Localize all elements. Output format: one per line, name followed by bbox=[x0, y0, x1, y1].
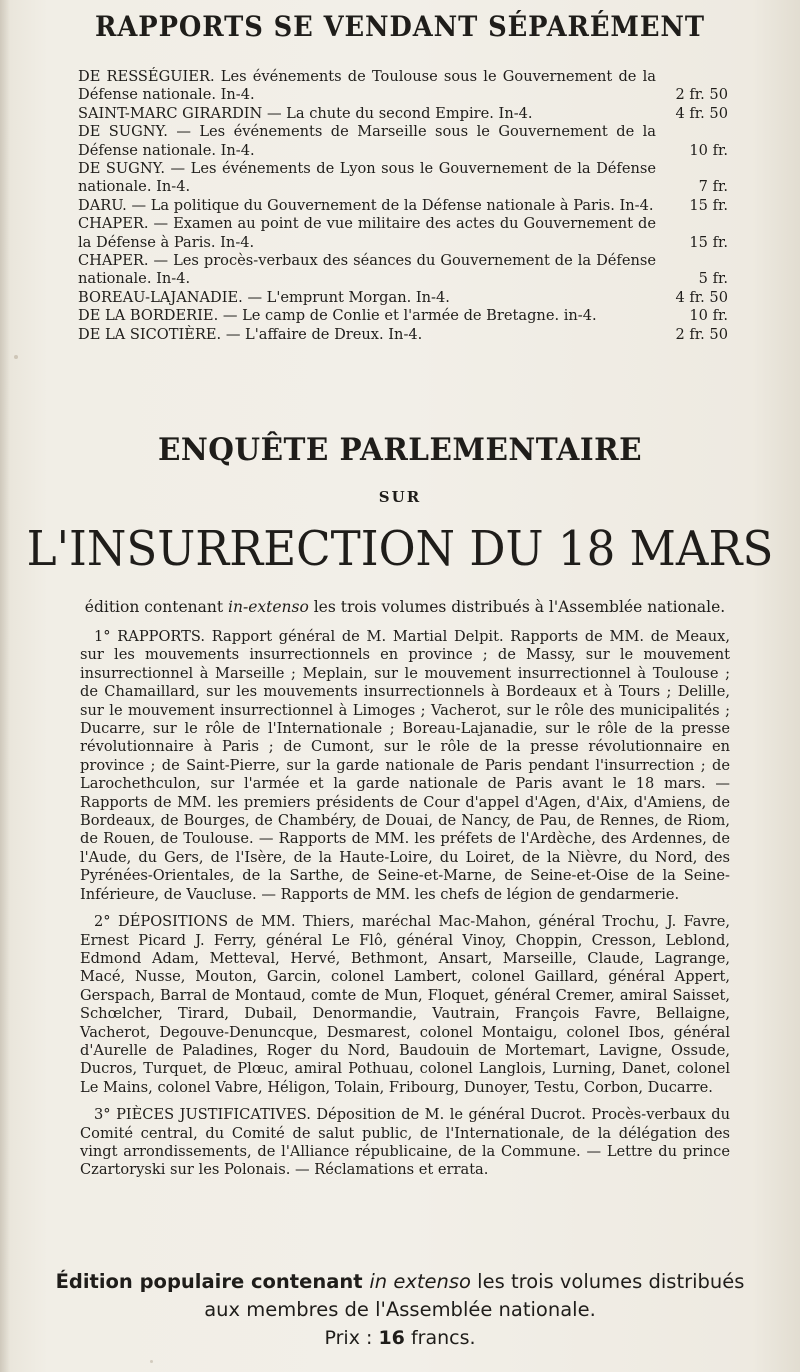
subject-title: L'INSURRECTION DU 18 MARS bbox=[26, 521, 774, 577]
catalog-entry-text: SAINT-MARC GIRARDIN — La chute du second Empire. In-4. bbox=[78, 104, 533, 122]
paragraph-depositions: 2° DÉPOSITIONS de MM. Thiers, maréchal Mac-Mahon, général Trochu, J. Favre, Ernest Picard J. Ferry, général Le Flô, général Vinoy, Choppin, Cresson, Leblond, Edmond Adam, Metteval, Hervé, Bethmont, Ansart, Marseille, Claude, Lagrange, Macé, Nusse, Mouton, Garcin, colonel Lambert, colonel Gaillard, général Appert, Gerspach, Barral de Montaud, comte de Mun, Floquet, général Cremer, amiral Saisset, Schœlcher, Tirard, Dubail, Denormandie, Vautrain, François Favre, Bellaigne, Vacherot, Degouve-Denuncque, Desmarest, colonel Montaigu, colonel Ibos, général d'Aurelle de Paladines, Roger du Nord, Baudouin de Mortemart, Lavigne, Ossude, Ducros, Turquet, de Plœuc, amiral Pothuau, colonel Langlois, Lurning, Danet, colonel Le Mains, colonel Vabre, Héligon, Tolain, Fribourg, Dunoyer, Testu, Corbon, Ducarre. bbox=[80, 913, 730, 1096]
paper-spot bbox=[150, 1360, 153, 1363]
catalog-entry bbox=[78, 289, 728, 307]
popular-suffix: les trois volumes distribués bbox=[470, 1270, 745, 1293]
price-label: Prix : bbox=[324, 1327, 373, 1349]
catalog-entry bbox=[78, 197, 728, 215]
catalog-entry bbox=[78, 68, 728, 105]
catalog-entry-text: DARU. — La politique du Gouvernement de la Défense nationale à Paris. In-4. bbox=[78, 196, 654, 214]
price-value: 16 bbox=[378, 1327, 405, 1349]
popular-line-1 bbox=[0, 1268, 800, 1296]
popular-line-2: aux membres de l'Assemblée nationale. bbox=[204, 1298, 596, 1321]
paragraph-rapports: 1° RAPPORTS. Rapport général de M. Martial Delpit. Rapports de MM. de Meaux, sur les mouvements insurrectionnels en province ; de Massy, sur le mouvement insurrectionnel à Marseille ; Meplain, sur le mouvement insurrectionnel à Toulouse ; de Chamaillard, sur les mouvements insurrectionnels à Bordeaux et à Tours ; Delille, sur le mouvement insurrectionnel à Limoges ; Vacherot, sur le rôle des municipalités ; Ducarre, sur le rôle de l'Internationale ; Boreau-Lajanadie, sur le rôle de la presse révolutionnaire à Paris ; de Cumont, sur le rôle de la presse révolutionnaire en province ; de Saint-Pierre, sur la garde nationale de Paris pendant l'insurrection ; de Larochethculon, sur l'armée et la garde nationale de Paris avant le 18 mars. — Rapports de MM. les premiers présidents de Cour d'appel d'Agen, d'Aix, d'Amiens, de Bordeaux, de Bourges, de Chambéry, de Douai, de Nancy, de Pau, de Rennes, de Riom, de Rouen, de Toulouse. — Rapports de MM. les préfets de l'Ardèche, des Ardennes, de l'Aude, du Gers, de l'Isère, de la Haute-Loire, du Loiret, de la Nièvre, du Nord, des Pyrénées-Orientales, de la Sarthe, de Seine-et-Marne, de Seine-et-Oise de la Seine-Inférieure, de Vaucluse. — Rapports de MM. les chefs de légion de gendarmerie. bbox=[80, 628, 730, 903]
catalog-entry-text: DE LA BORDERIE. — Le camp de Conlie et l'armée de Bretagne. in-4. bbox=[78, 307, 597, 325]
catalog-entry bbox=[78, 326, 728, 344]
catalog-entry bbox=[78, 307, 728, 325]
edition-in-extenso: in-extenso bbox=[228, 598, 309, 616]
subtitle-sur: SUR bbox=[378, 488, 422, 506]
catalog-entry-price: 4 fr. 50 bbox=[675, 104, 728, 122]
popular-in-extenso: in extenso bbox=[369, 1270, 471, 1293]
catalog-entry-price: 10 fr. bbox=[689, 141, 728, 159]
catalog-entry bbox=[78, 160, 728, 197]
edition-line bbox=[80, 598, 730, 616]
catalog-list bbox=[78, 68, 728, 344]
paper-spot bbox=[14, 355, 18, 359]
catalog-entry-price: 5 fr. bbox=[698, 270, 728, 288]
catalog-entry-price: 15 fr. bbox=[689, 233, 728, 251]
catalog-entry-price: 15 fr. bbox=[689, 196, 728, 214]
catalog-entry-text: DE SUGNY. — Les événements de Lyon sous le Gouvernement de la Défense nationale. In-4. bbox=[78, 160, 656, 196]
catalog-entry-text: CHAPER. — Examen au point de vue militaire des actes du Gouvernement de la Défense à Paris. In-4. bbox=[78, 215, 656, 251]
catalog-entry bbox=[78, 215, 728, 252]
catalog-entry-text: CHAPER. — Les procès-verbaux des séances du Gouvernement de la Défense nationale. In-4. bbox=[78, 252, 656, 288]
catalog-entry-price: 2 fr. 50 bbox=[675, 325, 728, 343]
price-line bbox=[0, 1327, 800, 1349]
catalog-entry-text: DE SUGNY. — Les événements de Marseille sous le Gouvernement de la Défense nationale. In-4. bbox=[78, 123, 656, 159]
catalog-entry-text: DE RESSÉGUIER. Les événements de Toulouse sous le Gouvernement de la Défense nationale. In-4. bbox=[78, 68, 656, 104]
edition-prefix: édition contenant bbox=[84, 598, 229, 616]
catalog-entry-price: 4 fr. 50 bbox=[675, 288, 728, 306]
catalog-entry bbox=[78, 105, 728, 123]
edition-suffix: les trois volumes distribués à l'Assemblée nationale. bbox=[308, 598, 726, 616]
catalog-entry bbox=[78, 123, 728, 160]
price-unit: francs. bbox=[410, 1327, 476, 1349]
section-title: RAPPORTS SE VENDANT SÉPARÉMENT bbox=[95, 10, 705, 43]
catalog-entry-price: 2 fr. 50 bbox=[675, 86, 728, 104]
catalog-entry-text: BOREAU-LAJANADIE. — L'emprunt Morgan. In-4. bbox=[78, 288, 450, 306]
catalog-entry-price: 10 fr. bbox=[689, 307, 728, 325]
page-edge-shadow bbox=[0, 0, 10, 1372]
catalog-entry-text: DE LA SICOTIÈRE. — L'affaire de Dreux. In-4. bbox=[78, 325, 423, 343]
paragraph-pieces: 3° PIÈCES JUSTIFICATIVES. Déposition de M. le général Ducrot. Procès-verbaux du Comité central, du Comité de salut public, de l'Internationale, de la délégation des vingt arrondissements, de l'Alliance républicaine, de la Commune. — Lettre du prince Czartoryski sur les Polonais. — Réclamations et errata. bbox=[80, 1106, 730, 1179]
catalog-entry bbox=[78, 252, 728, 289]
main-title: ENQUÊTE PARLEMENTAIRE bbox=[157, 432, 643, 468]
popular-edition-notice bbox=[0, 1268, 800, 1324]
catalog-entry-price: 7 fr. bbox=[698, 178, 728, 196]
contents-body bbox=[80, 628, 730, 1189]
popular-prefix: Édition populaire contenant bbox=[55, 1270, 370, 1293]
